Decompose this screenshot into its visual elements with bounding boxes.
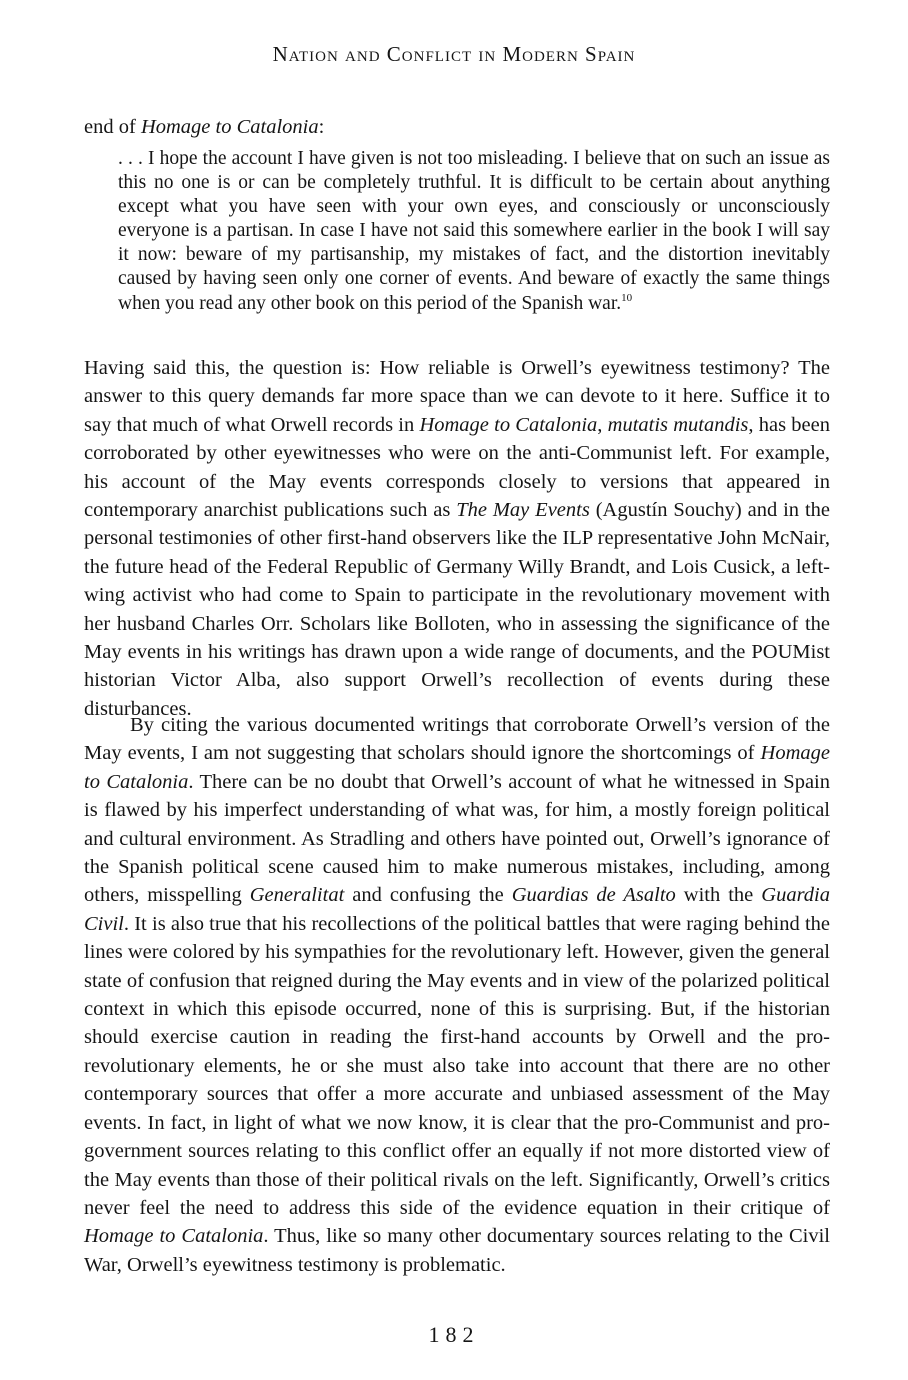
page-number: 182: [428, 1322, 480, 1347]
paragraph-2: By citing the various documented writings that corroborate Orwell’s version of the May events, I am not suggesting that scholars should ignore the shortcomings of Homage to Catalonia. There can be no doubt that Orwell’s account of what he witnessed in Spain is flawed by his imperfect understanding of what was, for him, a mostly foreign political and cultural environment. As Stradling and others have pointed out, Orwell’s ignorance of the Spanish political scene caused him to make numerous mistakes, including, among others, misspelling Generalitat and confusing the Guardias de Asalto with the Guardia Civil. It is also true that his recollections of the political battles that were raging behind the lines were colored by his sympathies for the revolutionary left. However, given the general state of confusion that reigned during the May events and in view of the polarized political context in which this episode occurred, none of this is surprising. But, if the historian should exercise caution in reading the first-hand accounts by Orwell and the pro-revolutionary elements, he or she must also take into account that there are no other contemporary sources that offer a more accurate and unbiased assessment of the May events. In fact, in light of what we now know, it is clear that the pro-Communist and pro-government sources relating to this conflict offer an equally if not more distorted view of the May events than those of their political rivals on the left. Significantly, Orwell’s critics never feel the need to address this side of the evidence equation in their critique of Homage to Catalonia. Thus, like so many other documentary sources relating to the Civil War, Orwell’s eyewitness testimony is problematic.: [84, 714, 830, 1276]
footnote-marker[interactable]: 10: [621, 291, 633, 304]
book-title: Homage to Catalonia: [140, 116, 319, 138]
paragraph-1: Having said this, the question is: How reliable is Orwell’s eyewitness testimony? The answer to this query demands far more space than we can devote to it here. Suffice it to say that much of what Orwell records in Homage to Catalonia, mutatis mutandis, has been corroborated by other eyewitnesses who were on the anti-Communist left. For example, his account of the May events corresponds closely to versions that appeared in contemporary anarchist publications such as The May Events (Agustín Souchy) and in the personal testimonies of other first-hand observers like the ILP representative John McNair, the future head of the Federal Republic of Germany Willy Brandt, and Lois Cusick, a left-wing activist who had come to Spain to participate in the revolutionary movement with her husband Charles Orr. Scholars like Bolloten, who in assessing the significance of the May events in his writings has drawn upon a wide range of documents, and the POUMist historian Victor Alba, also support Orwell’s recollection of events during these disturbances.: [84, 357, 830, 720]
intro-line: end of Homage to Catalonia:: [84, 116, 325, 138]
block-quote: . . . I hope the account I have given is not too misleading. I believe that on such an issue as this no one is or can be completely truthful. It is difficult to be certain about anything except what you have seen with your own eyes, and consciously or unconsciously everyone is a partisan. In case I have not said this somewhere earlier in the book I will say it now: beware of my partisanship, my mistakes of fact, and the distortion inevitably caused by having seen only one corner of events. And beware of exactly the same things when you read any other book on this period of the Spanish war.$^{10}$: [118, 148, 830, 314]
running-header: Nation and Conflict in Modern Spain: [272, 42, 636, 66]
